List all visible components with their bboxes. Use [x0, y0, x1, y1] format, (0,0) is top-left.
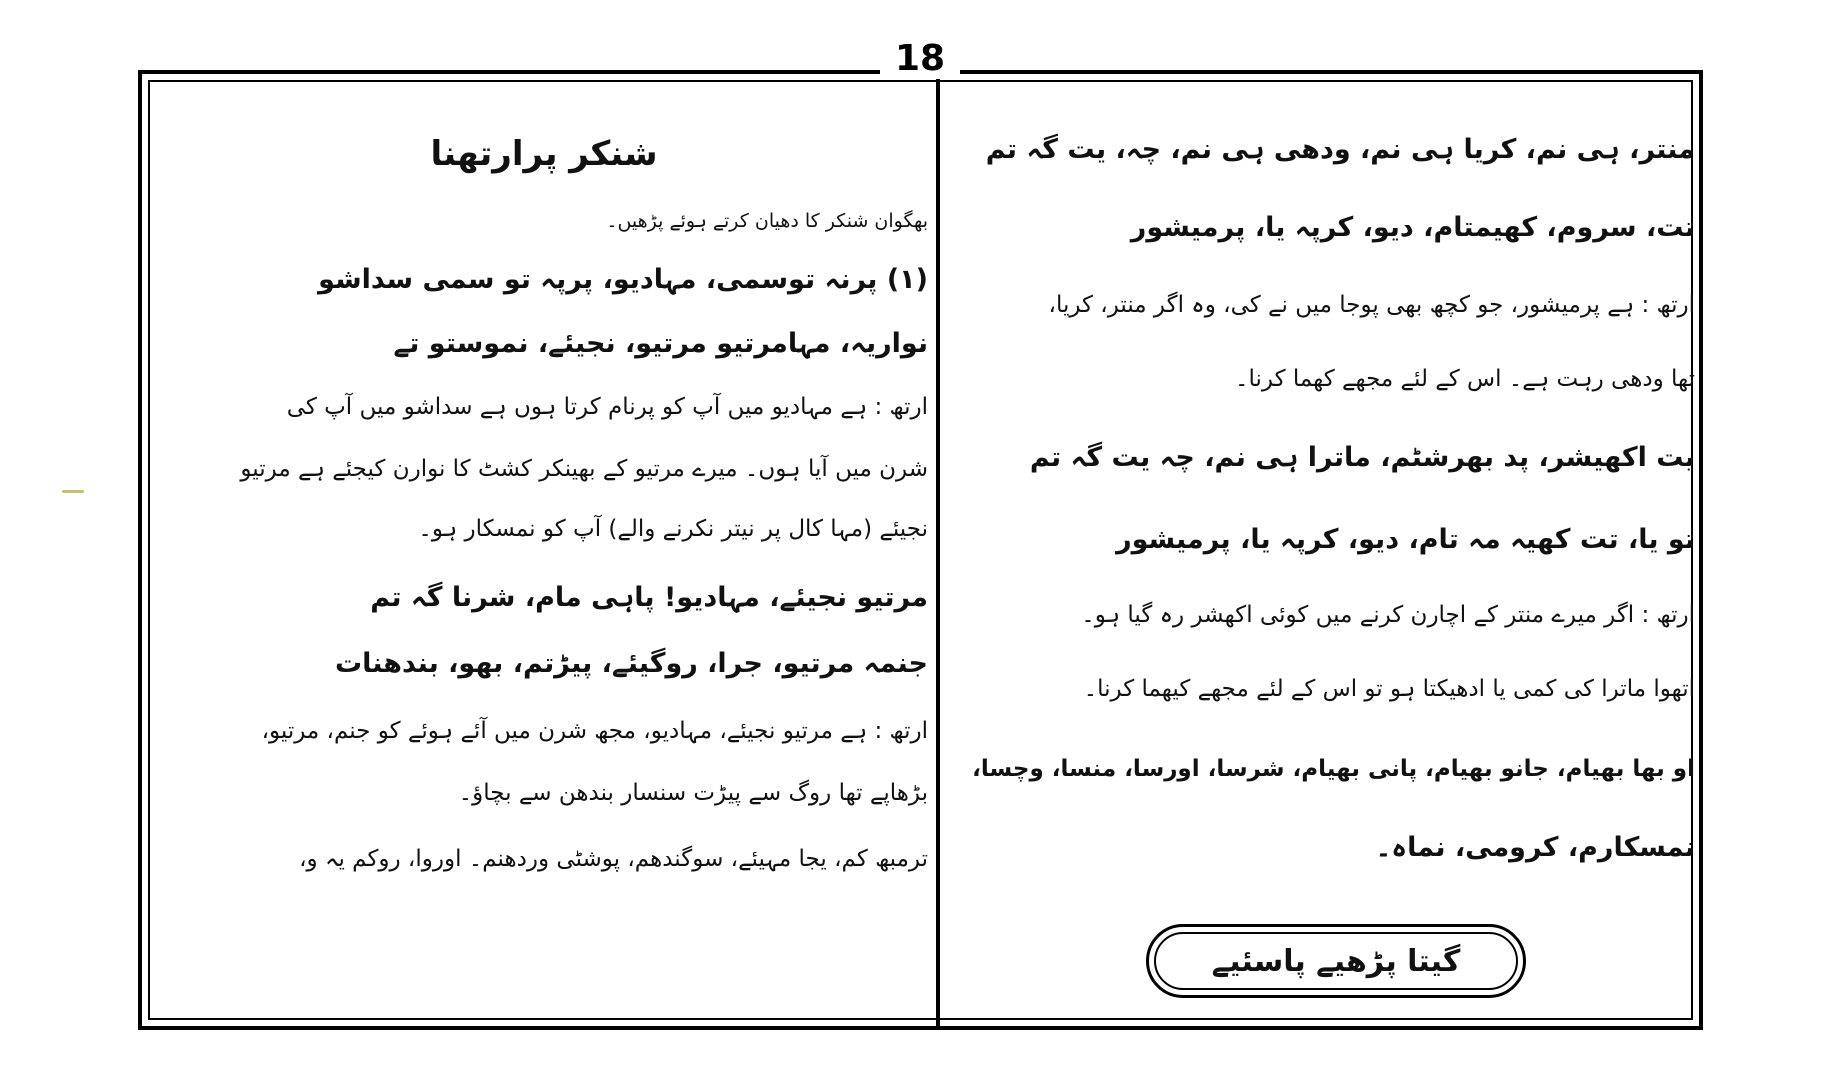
mantra-line: ترمبھ کم، یجا مہیئے، سوگندھم، پوشٹی وردھنم۔ اوروا، روکم یہ و،: [299, 846, 928, 872]
meaning-line: اتھوا ماترا کی کمی یا ادھیکتا ہو تو اس کے لئے مجھے کیھما کرنا۔: [1083, 676, 1695, 702]
column-divider: [936, 72, 940, 1028]
mantra-line: جنمہ مرتیو، جرا، روگیئے، پیڑتم، بھو، بندھنات: [334, 648, 928, 679]
mantra-line: نواریہ، مہامرتیو مرتیو، نجیئے، نموستو تے: [393, 328, 928, 359]
meaning-line: ارتھ : ہے پرمیشور، جو کچھ بھی پوجا میں نے کی، وہ اگر منتر، کریا،: [1048, 292, 1695, 318]
meaning-line: ارتھ : اگر میرے منتر کے اچارن کرنے میں کوئی اکھشر رہ گیا ہو۔: [1081, 602, 1695, 628]
mantra-line: منتر، ہی نم، کریا ہی نم، ودھی ہی نم، چہ، یت گہ تم: [985, 134, 1695, 165]
mantra-line: تت، سروم، کھیمتام، دیو، کرپہ یا، پرمیشور: [1130, 212, 1695, 243]
paper-speck: [62, 490, 84, 493]
mantra-line: یت اکھیشر، پد بھرشٹم، ماترا ہی نم، چہ یت گہ تم: [1029, 442, 1695, 473]
meaning-line: تھا ودھی رہت ہے۔ اس کے لئے مجھے کھما کرنا۔: [1235, 366, 1695, 392]
meaning-line: ارتھ : ہے مرتیو نجیئے، مہادیو، مجھ شرن میں آئے ہوئے کو جنم، مرتیو،: [261, 718, 928, 744]
meaning-line: بڑھاپے تھا روگ سے پیڑت سنسار بندھن سے بچاؤ۔: [458, 780, 928, 806]
gita-badge-text: گیتا پڑھیے پاسئیے: [1211, 943, 1461, 979]
instruction-line: بھگوان شنکر کا دھیان کرتے ہوئے پڑھیں۔: [606, 210, 928, 232]
mantra-line: (۱) پرنہ توسمی، مہادیو، پرپہ تو سمی سداشو: [318, 264, 928, 295]
meaning-line: نجیئے (مہا کال پر نیتر نکرنے والے) آپ کو نمسکار ہو۔: [418, 516, 928, 542]
meaning-line: شرن میں آیا ہوں۔ میرے مرتیو کے بھینکر کشٹ کا نوارن کیجئے ہے مرتیو: [240, 456, 928, 482]
meaning-line: ارتھ : ہے مہادیو میں آپ کو پرنام کرتا ہوں ہے سداشو میں آپ کی: [286, 394, 928, 420]
gita-badge: [1146, 924, 1526, 998]
page-number: 18: [880, 38, 960, 79]
mantra-line: او بھا بھیام، جانو بھیام، پانی بھیام، شرسا، اورسا، منسا، وچسا،: [972, 756, 1695, 782]
mantra-line: تو یا، تت کھیہ مہ تام، دیو، کرپہ یا، پرمیشور: [1116, 524, 1695, 555]
mantra-line: نمسکارم، کرومی، نماہ۔: [1375, 832, 1695, 863]
section-title: شنکر پرارتھنا: [430, 134, 658, 174]
mantra-line: مرتیو نجیئے، مہادیو! پاہی مام، شرنا گہ تم: [370, 582, 928, 613]
